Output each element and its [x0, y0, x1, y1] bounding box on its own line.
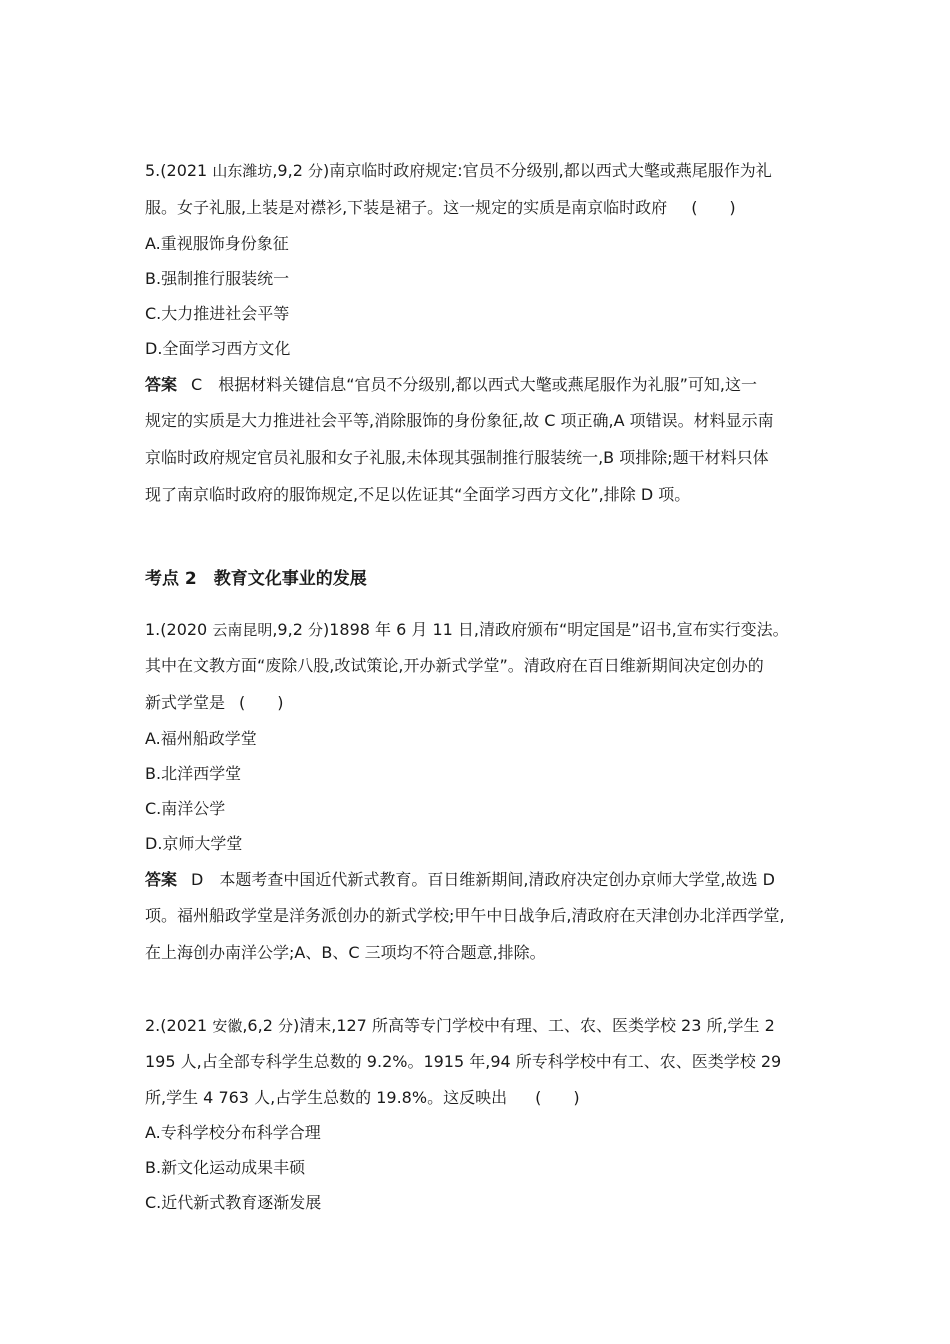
q2-year: 2021: [166, 1016, 208, 1035]
q5-option-c: C.大力推进社会平等: [145, 304, 290, 323]
q5-answer-line-1: [145, 375, 757, 395]
q5-source: 山东潍坊: [212, 162, 273, 180]
q5-stem-line-1: [145, 161, 772, 181]
q1-stem-line-2: 其中在文教方面“废除八股,改试策论,开办新式学堂”。清政府在百日维新期间决定创办的: [145, 656, 764, 675]
q5-meta: ,9,2: [272, 161, 303, 180]
q1-answer-line-3: 在上海创办南洋公学;A、B、C 三项均不符合题意,排除。: [145, 943, 546, 962]
q5-points-unit: 分: [307, 162, 323, 180]
q5-year: 2021: [166, 161, 208, 180]
q1-points-unit: 分: [307, 621, 323, 639]
q1-stem-line-3: [145, 693, 284, 713]
q1-option-a: A.福州船政学堂: [145, 729, 257, 748]
q5-stem-text-1: )南京临时政府规定:官员不分级别,都以西式大氅或燕尾服作为礼: [322, 161, 772, 180]
q5-answer-label: 答案: [145, 375, 178, 394]
q2-number: 2.(: [145, 1016, 167, 1035]
q2-stem-line-2: 195 人,占全部专科学生总数的 9.2%。1915 年,94 所专科学校中有工、农、医类学校 29: [145, 1052, 782, 1071]
q1-meta: ,9,2: [272, 620, 303, 639]
q5-answer-line-4: 现了南京临时政府的服饰规定,不足以佐证其“全面学习西方文化”,排除 D 项。: [145, 485, 691, 504]
q2-stem-line-1: [145, 1016, 775, 1036]
q5-answer-text-1: C 根据材料关键信息“官员不分级别,都以西式大氅或燕尾服作为礼服”可知,这一: [191, 375, 757, 394]
q5-option-a: A.重视服饰身份象征: [145, 234, 289, 253]
q1-option-c: C.南洋公学: [145, 799, 226, 818]
q5-answer-line-2: 规定的实质是大力推进社会平等,消除服饰的身份象征,故 C 项正确,A 项错误。材料显示南: [145, 411, 774, 430]
q1-stem-text-3: 新式学堂是: [145, 693, 226, 712]
q5-stem-text-2: 服。女子礼服,上装是对襟衫,下装是裙子。这一规定的实质是南京临时政府: [145, 198, 668, 217]
q2-source: 安徽: [212, 1017, 243, 1035]
q1-answer-paren: ( ): [239, 693, 284, 712]
q2-stem-text-3: 所,学生 4 763 人,占学生总数的 19.8%。这反映出: [145, 1088, 508, 1107]
q1-stem-text-1: )1898 年 6 月 11 日,清政府颁布“明定国是”诏书,宣布实行变法。: [322, 620, 789, 639]
q5-stem-line-2: [145, 198, 736, 218]
section-title: 考点 2 教育文化事业的发展: [145, 569, 367, 589]
q5-option-d: D.全面学习西方文化: [145, 339, 291, 358]
q2-points-unit: 分: [277, 1017, 293, 1035]
q1-answer-text-1: D 本题考查中国近代新式教育。百日维新期间,清政府决定创办京师大学堂,故选 D: [191, 870, 775, 889]
q1-option-d: D.京师大学堂: [145, 834, 243, 853]
q2-option-a: A.专科学校分布科学合理: [145, 1123, 321, 1142]
q2-option-c: C.近代新式教育逐渐发展: [145, 1193, 322, 1212]
q1-option-b: B.北洋西学堂: [145, 764, 242, 783]
q2-meta: ,6,2: [242, 1016, 273, 1035]
q2-answer-paren: ( ): [535, 1088, 580, 1107]
q1-answer-line-2: 项。福州船政学堂是洋务派创办的新式学校;甲午中日战争后,清政府在天津创办北洋西学堂,: [145, 906, 785, 925]
q5-answer-paren: ( ): [691, 198, 736, 217]
q1-answer-line-1: [145, 870, 775, 890]
q1-year: 2020: [166, 620, 208, 639]
q5-answer-line-3: 京临时政府规定官员礼服和女子礼服,未体现其强制推行服装统一,B 项排除;题干材料只体: [145, 448, 769, 467]
q1-source: 云南昆明: [212, 621, 273, 639]
q1-number: 1.(: [145, 620, 167, 639]
q5-number: 5.(: [145, 161, 167, 180]
q2-option-b: B.新文化运动成果丰硕: [145, 1158, 306, 1177]
q1-stem-line-1: [145, 620, 789, 640]
q5-option-b: B.强制推行服装统一: [145, 269, 290, 288]
q1-answer-label: 答案: [145, 870, 178, 889]
q2-stem-text-1: )清末,127 所高等专门学校中有理、工、农、医类学校 23 所,学生 2: [292, 1016, 775, 1035]
q2-stem-line-3: [145, 1088, 580, 1108]
